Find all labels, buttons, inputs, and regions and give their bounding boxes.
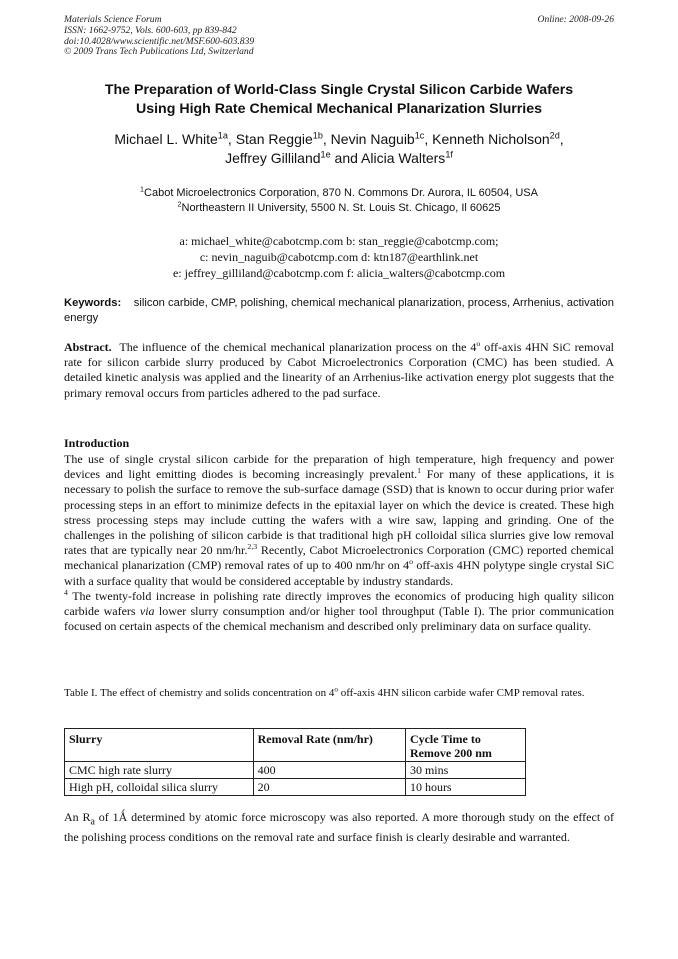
removal-rate-table [64,728,526,796]
author-affiliation-mark: 1e [320,149,331,160]
affiliation-mark: 1 [140,185,145,194]
email-line: e: jeffrey_gilliland@cabotcmp.com f: alicia_walters@cabotcmp.com [172,266,506,280]
copyright-line: © 2009 Trans Tech Publications Ltd, Switzerland [64,46,254,58]
table-row [65,779,526,796]
intro-text: For many of these applications, it is necessary to polish the surface to remove the sub-surface damage (SSD) that is known to occur during prior wafer processing steps in an effort to minimize defects in the epitaxial layer on which the device is created. These high stress processing steps may include cutting the wafers with a wire saw, lapping and grinding. One of the challenges in the polishing of silicon carbide is that traditional high pH colloidal silica slurries give low removal rates that are typically near 20 nm/hr. [64,467,615,558]
table-cell: 30 mins [405,762,525,779]
email-line: c: nevin_naguib@cabotcmp.com d: ktn187@earthlink.net [199,250,479,264]
introduction-text [64,452,614,634]
online-date: Online: 2008-09-26 [537,14,614,25]
table-caption [64,686,614,700]
author-emails [60,233,618,281]
issn-line: ISSN: 1662-9752, Vols. 600-603, pp 839-842 [64,24,237,36]
table-row [65,762,526,779]
table-header-row [65,729,526,762]
table-cell: High pH, colloidal silica slurry [65,779,254,796]
author-name: Michael L. White [114,131,218,147]
degree-mark: o [409,557,413,567]
subscript: a [90,816,95,828]
italic-word: via [139,604,155,619]
reference-mark: 1 [417,466,422,476]
affiliation-text: Northeastern II University, 5500 N. St. Louis St. Chicago, Il 60625 [181,202,501,214]
affiliation-line [60,186,618,201]
table-header-cell: Cycle Time to Remove 200 nm [405,729,525,762]
author-affiliation-mark: 2d [549,130,560,141]
journal-header [64,15,614,58]
abstract-text: off-axis 4HN SiC removal rate for silicon carbide slurry produced by Cabot Microelectronics Corporation (CMC) has been studied. A detailed kinetic analysis was applied and the linearity of an Arrhenius-like activation energy plot suggests that the primary removal occurs from particles adhered to the pad surface. [64,340,614,400]
degree-mark: o [334,685,338,694]
title-line-2: Using High Rate Chemical Mechanical Planarization Slurries [135,101,543,117]
table-header-cell: Slurry [65,729,254,762]
keywords [64,296,614,326]
reference-mark: 4 [64,587,68,597]
keywords-text: silicon carbide, CMP, polishing, chemical mechanical planarization, process, Arrhenius, activation energy [64,297,614,324]
table-cell: 10 hours [405,779,525,796]
intro-text: lower slurry consumption and/or higher tool throughput (Table I). The prior communication focused on certain aspects of the chemical mechanism and described only preliminary data on surface quality. [64,604,614,634]
table-cell: 400 [253,762,405,779]
author-conjunction: and [334,150,358,166]
email-line: a: michael_white@cabotcmp.com b: stan_reggie@cabotcmp.com; [179,234,499,248]
author-affiliation-mark: 1c [414,130,425,141]
caption-text: Table I. The effect of chemistry and solids concentration on 4 [64,687,335,699]
title-line-1: The Preparation of World-Class Single Crystal Silicon Carbide Wafers [104,82,574,98]
author-affiliation-mark: 1f [445,149,453,160]
table-header-cell: Removal Rate (nm/hr) [253,729,405,762]
closing-paragraph [64,810,614,845]
table-cell: 20 [253,779,405,796]
intro-text: Recently, Cabot Microelectronics Corporation (CMC) reported chemical mechanical planarization (CMP) removal rates of up to 400 nm/hr on 4 [64,543,615,573]
author-affiliation-mark: 1a [217,130,228,141]
paragraph-text: of 1Ǻ determined by atomic force microscopy was also reported. A more thorough study on the effect of the polishing process conditions on the removal rate and surface finish is clearly desirable and warranted. [64,810,614,844]
abstract-label: Abstract. [64,340,112,354]
reference-mark: 2,3 [247,542,258,552]
section-heading: Introduction [64,436,130,450]
author-name: Nevin Naguib [330,131,415,147]
abstract-text: The influence of the chemical mechanical planarization process on the 4 [119,340,477,354]
affiliation-mark: 2 [177,200,182,209]
author-name: Kenneth Nicholson [432,131,550,147]
author-list: Michael L. White$^{1a}$, Stan Reggie$^{1b}$, Nevin Naguib$^{1c}$, Kenneth Nicholson$^{2d}$, Jeffrey Gilliland$^{1e}$ and Alicia Walters$^{1f}$ [114,130,564,166]
author-name: Stan Reggie [235,131,313,147]
caption-text: off-axis 4HN silicon carbide wafer CMP removal rates. [337,687,585,699]
degree-mark: o [476,339,481,348]
intro-text: The use of single crystal silicon carbide for the preparation of high temperature, high frequency and power devices and light emitting diodes is becoming increasingly prevalent. [64,452,614,482]
author-name: Jeffrey Gilliland [225,150,321,166]
author-name: Alicia Walters [361,150,446,166]
keywords-label: Keywords: [64,297,122,309]
abstract [64,340,614,401]
intro-text: The twenty-fold increase in polishing rate directly improves the economics of producing high quality silicon carbide wafers [64,588,614,619]
doi-line: doi:10.4028/www.scientific.net/MSF.600-603.839 [64,35,255,47]
affiliations [60,186,618,216]
paper-title [60,81,618,119]
table-cell: CMC high rate slurry [65,762,254,779]
journal-name: Materials Science Forum [64,14,162,25]
author-affiliation-mark: 1b [312,130,323,141]
affiliation-text: Cabot Microelectronics Corporation, 870 N. Commons Dr. Aurora, IL 60504, USA [144,187,538,199]
affiliation-line [60,201,618,216]
intro-text: off-axis 4HN polytype single crystal SiC with a surface quality that would be considered acceptable by industry standards. [64,558,615,588]
paragraph-text: An R [64,810,91,824]
